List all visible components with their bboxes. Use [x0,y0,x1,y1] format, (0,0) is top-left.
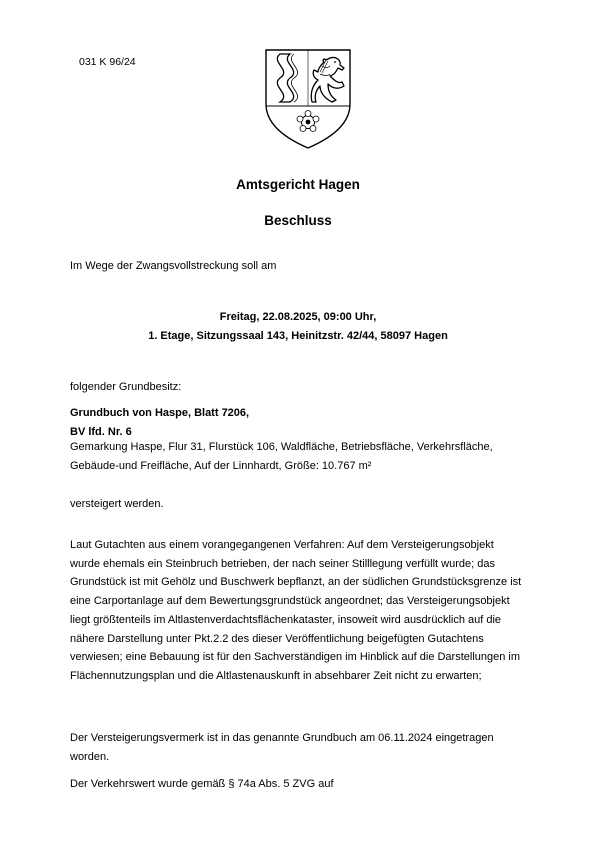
case-number: 031 K 96/24 [79,56,136,68]
appointment-location: 1. Etage, Sitzungssaal 143, Heinitzstr. 42/44, 58097 Hagen [148,330,448,342]
parcel-description: Gemarkung Haspe, Flur 31, Flurstück 106, Waldfläche, Betriebsfläche, Verkehrsfläche, Gebäude-und Freifläche, Auf der Linnhardt, Größe: 10.767 m² [70,441,493,472]
inventory-number: BV lfd. Nr. 6 [70,425,132,438]
market-value-text: Der Verkehrswert wurde gemäß § 74a Abs. 5 ZVG auf [70,778,334,790]
court-name: Amtsgericht Hagen [236,177,360,192]
document-title: Beschluss [264,213,332,228]
auctioned-text: versteigert werden. [70,498,164,510]
nrw-coat-of-arms-icon [258,46,358,152]
intro-text: Im Wege der Zwangsvollstreckung soll am [70,260,277,272]
expert-report-paragraph: Laut Gutachten aus einem vorangegangenen Verfahren: Auf dem Versteigerungsobjekt wurde ehemals ein Steinbruch betrieben, der nach seiner Stilllegung verfüllt wurde; das Grundstück ist mit Gehölz und Buschwerk bepflanzt, an der südlichen Grundstücksgrenze ist eine Carportanlage auf dem Bewertungsgrundstück angeordnet; das Versteigerungsobjekt liegt größtenteils im Altlastenverdachtsflächenkataster, insoweit wird ausdrücklich auf die nähere Darstellung unter Pkt.2.2 des dieser Veröffentlichung beigefügten Gutachtens verwiesen; eine Bebauung ist für den Sachverständigen im Hinblick auf die Darstellungen im Flächennutzungsplan und die Altlastenauskunft in absehbarer Zeit nicht zu erwarten; [70,539,522,682]
appointment-date-time: Freitag, 22.08.2025, 09:00 Uhr, [219,311,377,323]
land-register-entry: Grundbuch von Haspe, Blatt 7206, [70,407,250,419]
property-heading: folgender Grundbesitz: [70,381,182,393]
land-register-block [70,404,540,441]
registration-note: Der Versteigerungsvermerk ist in das genannte Grundbuch am 06.11.2024 eingetragen worden. [70,732,494,763]
appointment-block [0,308,596,346]
